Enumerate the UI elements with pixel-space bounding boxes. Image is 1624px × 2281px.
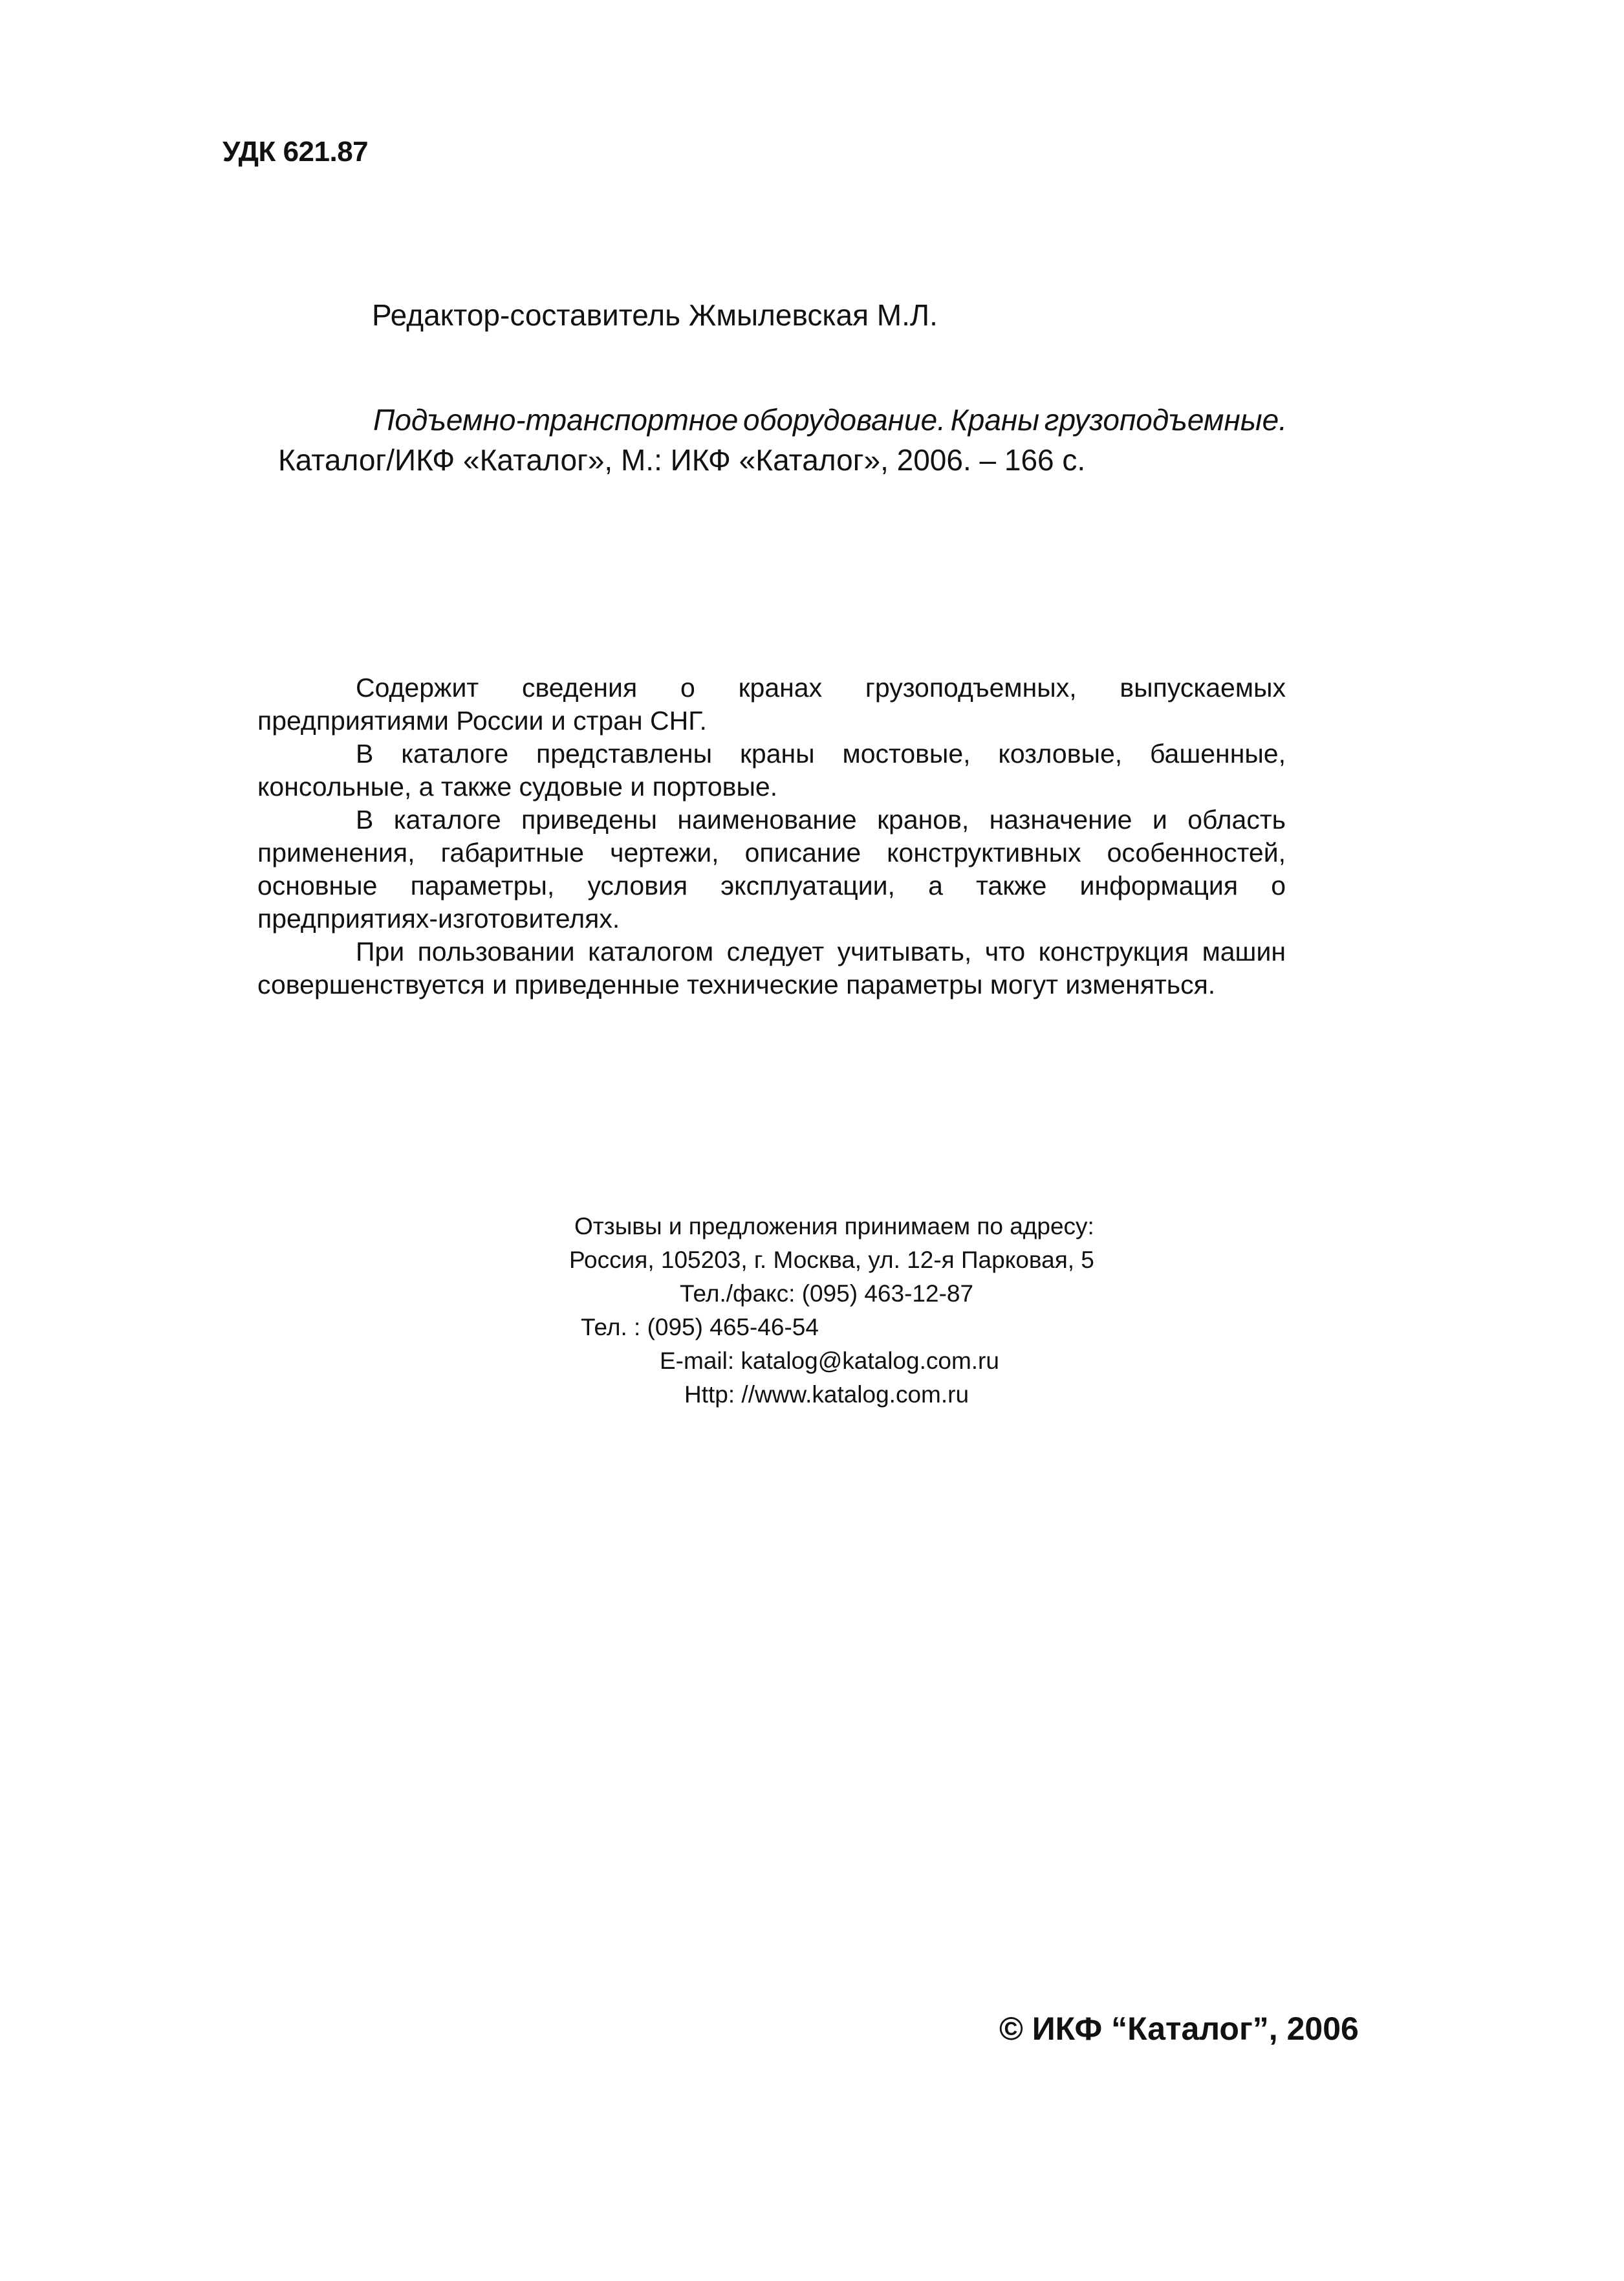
copyright-notice: © ИКФ “Каталог”, 2006 xyxy=(999,2011,1359,2047)
bibliographic-imprint-line: Каталог/ИКФ «Каталог», М.: ИКФ «Каталог», 2006. – 166 с. xyxy=(278,443,1086,477)
title-word: Краны xyxy=(950,403,1040,437)
contacts-website: Http: //www.katalog.com.ru xyxy=(684,1381,969,1408)
contacts-tel: Тел. : (095) 465-46-54 xyxy=(581,1314,819,1340)
contacts-block xyxy=(569,1210,1094,1412)
annotation-paragraph: При пользовании каталогом следует учитывать, что конструкция машин совершенствуется и приведенные технические параметры могут изменяться. xyxy=(257,937,1286,999)
bibliographic-title-line xyxy=(278,400,1287,440)
title-word: оборудование. xyxy=(742,403,946,437)
annotation xyxy=(257,671,1286,1001)
editor-line: Редактор-составитель Жмылевская М.Л. xyxy=(372,298,938,332)
annotation-paragraph: В каталоге представлены краны мостовые, козловые, башенные, консольные, а также судовые и портовые. xyxy=(257,739,1286,802)
title-word: грузоподъемные. xyxy=(1044,403,1287,437)
contacts-telfax: Тел./факс: (095) 463-12-87 xyxy=(680,1280,974,1307)
annotation-paragraph: Содержит сведения о кранах грузоподъемных, выпускаемых предприятиями России и стран СНГ. xyxy=(257,673,1286,736)
annotation-paragraph: В каталоге приведены наименование кранов, назначение и область применения, габаритные чертежи, описание конструктивных особенностей, основные параметры, условия эксплуатации, а также информация о предприятиях-изготовителях. xyxy=(257,805,1286,933)
contacts-address: Россия, 105203, г. Москва, ул. 12-я Парковая, 5 xyxy=(569,1247,1094,1273)
contacts-heading: Отзывы и предложения принимаем по адресу: xyxy=(574,1213,1094,1239)
bibliographic-record xyxy=(278,400,1287,480)
udk-code: УДК 621.87 xyxy=(222,136,369,168)
contacts-email: E-mail: katalog@katalog.com.ru xyxy=(660,1348,999,1374)
title-word: Подъемно-транспортное xyxy=(373,403,739,437)
